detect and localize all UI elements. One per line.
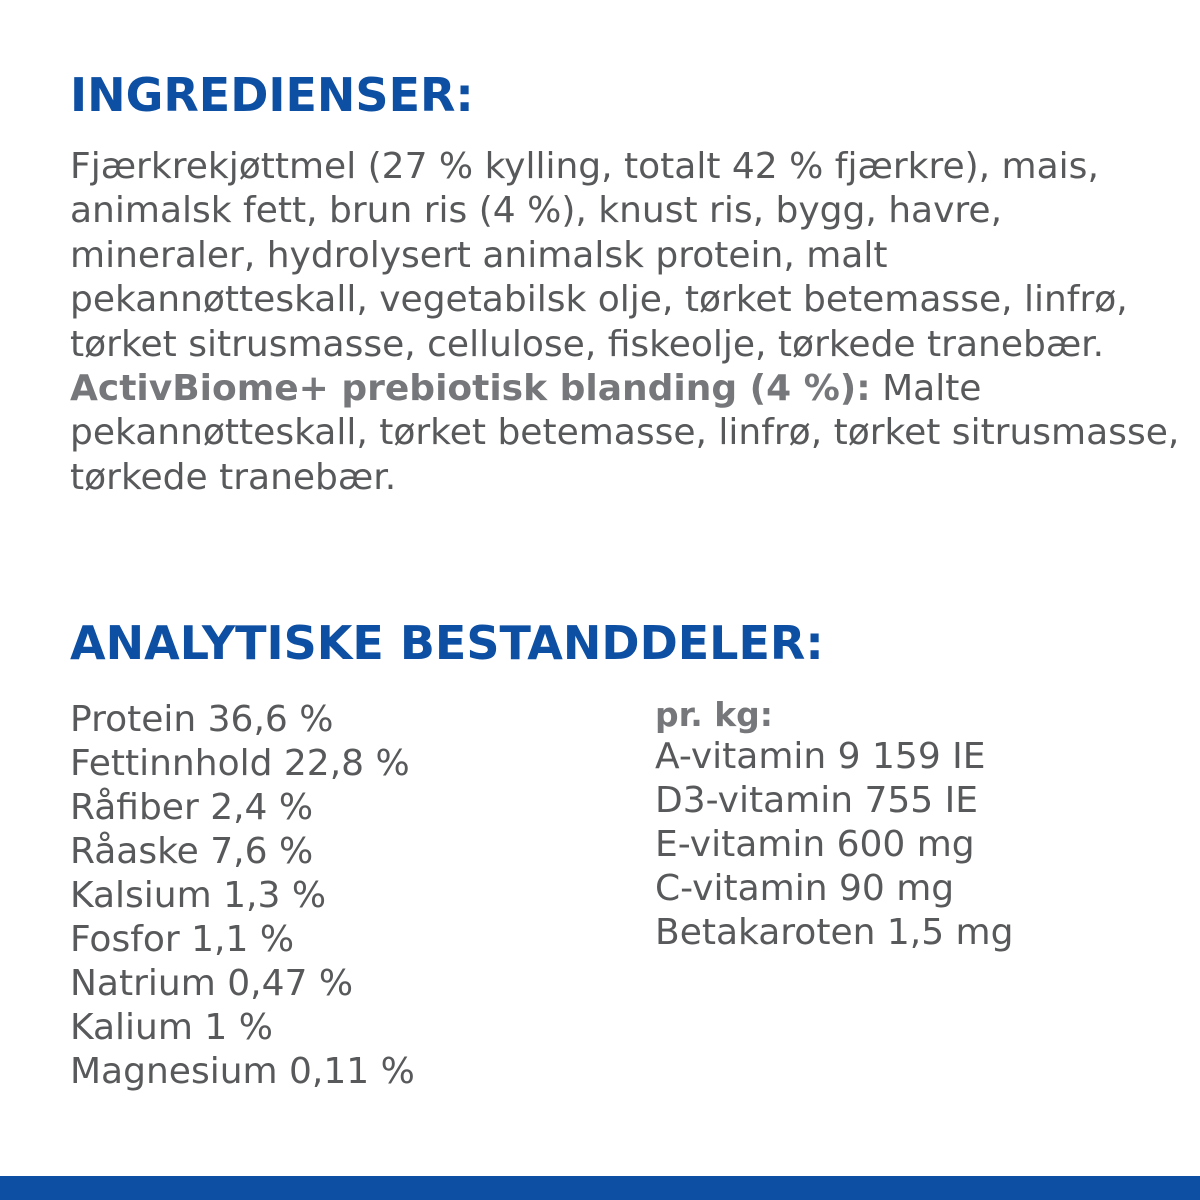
vitamins-per-kg-list [655,695,1013,955]
vitamin-item: E-vitamin 600 mg [655,824,975,865]
constituent-item: Magnesium 0,11 % [70,1051,415,1092]
ingredients-list-text: Fjærkrekjøttmel (27 % kylling, totalt 42 % fjærkre), mais, animalsk fett, brun ris (4 %), knust ris, bygg, havre, mineraler, hydrolysert animalsk protein, malt pekannøtteskall, vegetabilsk olje, tørket betemasse, linfrø, tørket sitrusmasse, cellulose, fiskeolje, tørkede tranebær. [70,146,1128,365]
analysis-constituents-list [70,698,415,1094]
vitamin-item: A-vitamin 9 159 IE [655,736,986,777]
ingredients-section [70,145,1180,500]
vitamin-item: D3-vitamin 755 IE [655,780,978,821]
constituent-item: Natrium 0,47 % [70,963,354,1004]
per-kg-label: pr. kg: [655,695,773,734]
bottom-accent-bar [0,1176,1200,1200]
constituent-item: Protein 36,6 % [70,699,334,740]
constituent-item: Råfiber 2,4 % [70,787,314,828]
constituent-item: Fettinnhold 22,8 % [70,743,410,784]
constituent-item: Kalsium 1,3 % [70,875,327,916]
vitamin-item: C-vitamin 90 mg [655,868,955,909]
ingredients-heading: INGREDIENSER: [70,68,474,122]
prebiotic-blend-label: ActivBiome+ prebiotisk blanding (4 %): [70,368,871,410]
constituent-item: Kalium 1 % [70,1007,273,1048]
constituent-item: Fosfor 1,1 % [70,919,295,960]
analysis-heading: ANALYTISKE BESTANDDELER: [70,616,824,670]
prebiotic-blend-text: Malte pekannøtteskall, tørket betemasse, linfrø, tørket sitrusmasse, tørkede tranebær. [70,368,1180,498]
constituent-item: Råaske 7,6 % [70,831,314,872]
vitamin-item: Betakaroten 1,5 mg [655,912,1014,953]
prebiotic-blend-paragraph [70,367,1180,500]
